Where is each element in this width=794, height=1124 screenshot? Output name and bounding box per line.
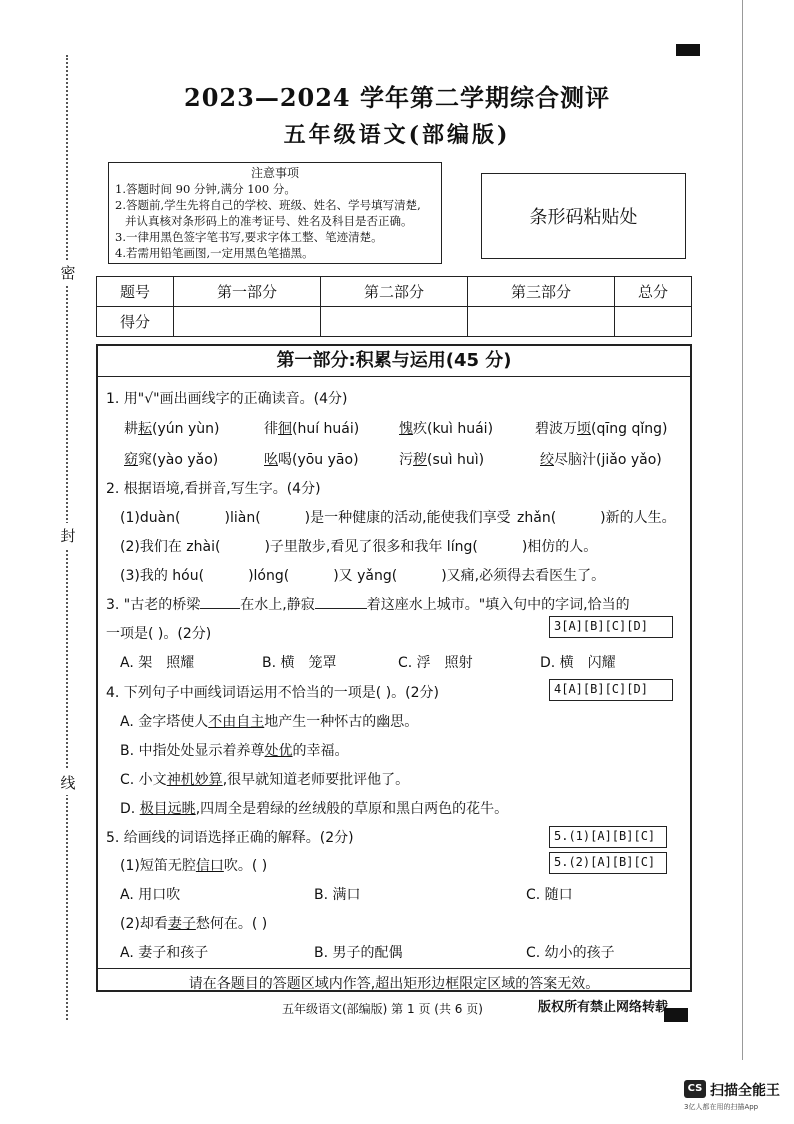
score-cell[interactable]: [614, 307, 691, 337]
part-title: 第一部分:积累与运用(45 分): [276, 350, 512, 371]
pinyin-item[interactable]: 窈窕(yào yǎo): [124, 452, 219, 468]
sub-question: (2)却看妻子愁何在。( ): [120, 916, 268, 932]
score-header: 总分: [614, 277, 691, 307]
pinyin-item[interactable]: 污秽(suì huì): [399, 452, 485, 468]
page-title: 2023—2024 学年第二学期综合测评: [184, 83, 610, 112]
option[interactable]: C. 随口: [526, 887, 573, 903]
question-stem: 1. 用"√"画出画线字的正确读音。(4分): [106, 391, 348, 407]
answer-choice-box[interactable]: 5.(2)[A][B][C]: [549, 852, 667, 874]
notice-item: 4.若需用铅笔画图,一定用黑色笔描黑。: [115, 246, 314, 260]
answer-choice-box[interactable]: 3[A][B][C][D]: [549, 616, 673, 638]
option[interactable]: A. 用口吹: [120, 887, 181, 903]
option[interactable]: D. 横 闪耀: [540, 655, 616, 671]
score-header: 题号: [97, 277, 174, 307]
divider: [98, 376, 690, 377]
score-row-label: 得分: [97, 307, 174, 337]
page-subtitle: 五年级语文(部编版): [283, 122, 511, 148]
option[interactable]: B. 中指处处显示着养尊处优的幸福。: [120, 743, 349, 759]
option[interactable]: B. 横 笼罩: [262, 655, 337, 671]
option[interactable]: C. 幼小的孩子: [526, 945, 615, 961]
page-number: 五年级语文(部编版) 第 1 页 (共 6 页): [282, 1002, 483, 1016]
copyright: 版权所有禁止网络转载: [538, 1000, 669, 1015]
scanner-name: 扫描全能王: [710, 1083, 780, 1099]
option[interactable]: A. 架 照耀: [120, 655, 195, 671]
binding-char-seal: 封: [58, 523, 78, 548]
notice-item: 2.答题前,学生先将自己的学校、班级、姓名、学号填写清楚,: [115, 198, 421, 212]
binding-char-line: 线: [58, 770, 78, 795]
notice-item: 3.一律用黑色签字笔书写,要求字体工整、笔迹清楚。: [115, 230, 383, 244]
question-stem: 4. 下列句子中画线词语运用不恰当的一项是( )。(2分): [106, 685, 440, 701]
pinyin-item[interactable]: 耕耘(yún yùn): [124, 421, 220, 437]
pinyin-item[interactable]: 绞尽脑汁(jiǎo yǎo): [540, 452, 662, 468]
question-stem: 5. 给画线的词语选择正确的解释。(2分): [106, 830, 354, 846]
option[interactable]: B. 满口: [314, 887, 361, 903]
option[interactable]: D. 极目远眺,四周全是碧绿的丝绒般的草原和黑白两色的花牛。: [120, 801, 509, 817]
fill-line: (2)我们在 zhài( )子里散步,看见了很多和我年 líng( )相仿的人。: [120, 539, 598, 555]
score-cell[interactable]: [320, 307, 467, 337]
notice-title: 注意事项: [250, 166, 299, 180]
binding-char-seal: 密: [58, 260, 78, 285]
question-stem: 一项是( )。(2分): [106, 626, 212, 642]
question-stem: 3. "古老的桥梁 在水上,静寂 着这座水上城市。"填入句中的字词,恰当的: [106, 597, 630, 613]
fill-line: (1)duàn( )liàn( )是一种健康的活动,能使我们享受 zhǎn( )新的人生。: [120, 510, 676, 526]
pinyin-item[interactable]: 徘徊(huí huái): [264, 421, 360, 437]
sub-question: (1)短笛无腔信口吹。( ): [120, 858, 268, 874]
option[interactable]: A. 金字塔使人不由自主地产生一种怀古的幽思。: [120, 714, 419, 730]
scanner-logo-icon: CS: [684, 1080, 706, 1098]
barcode-area: [481, 173, 686, 259]
answer-choice-box[interactable]: 5.(1)[A][B][C]: [549, 826, 667, 848]
notice-box: [108, 162, 442, 264]
score-cell[interactable]: [174, 307, 321, 337]
score-header: 第三部分: [467, 277, 614, 307]
score-cell[interactable]: [467, 307, 614, 337]
question-stem: 2. 根据语境,看拼音,写生字。(4分): [106, 481, 321, 497]
option[interactable]: B. 男子的配偶: [314, 945, 403, 961]
option[interactable]: C. 浮 照射: [398, 655, 473, 671]
notice-item: 1.答题时间 90 分钟,满分 100 分。: [115, 182, 296, 196]
option[interactable]: C. 小文神机妙算,很早就知道老师要批评他了。: [120, 772, 410, 788]
answer-choice-box[interactable]: 4[A][B][C][D]: [549, 679, 673, 701]
scanner-tagline: 3亿人都在用的扫描App: [684, 1103, 759, 1111]
answer-area-warning: 请在各题目的答题区域内作答,超出矩形边框限定区域的答案无效。: [96, 968, 692, 993]
barcode-label: 条形码粘贴处: [529, 207, 638, 228]
pinyin-item[interactable]: 碧波万顷(qīng qǐng): [535, 421, 668, 437]
page-edge: [742, 0, 743, 1060]
pinyin-item[interactable]: 吆喝(yōu yāo): [264, 452, 359, 468]
score-header: 第一部分: [174, 277, 321, 307]
fill-line: (3)我的 hóu( )lóng( )又 yǎng( )又痛,必须得去看医生了。: [120, 568, 606, 584]
score-header: 第二部分: [320, 277, 467, 307]
registration-mark: [676, 44, 700, 56]
option[interactable]: A. 妻子和孩子: [120, 945, 209, 961]
pinyin-item[interactable]: 愧疚(kuì huái): [399, 421, 494, 437]
notice-item: 并认真核对条形码上的准考证号、姓名及科目是否正确。: [125, 214, 413, 228]
score-table: [96, 276, 692, 337]
